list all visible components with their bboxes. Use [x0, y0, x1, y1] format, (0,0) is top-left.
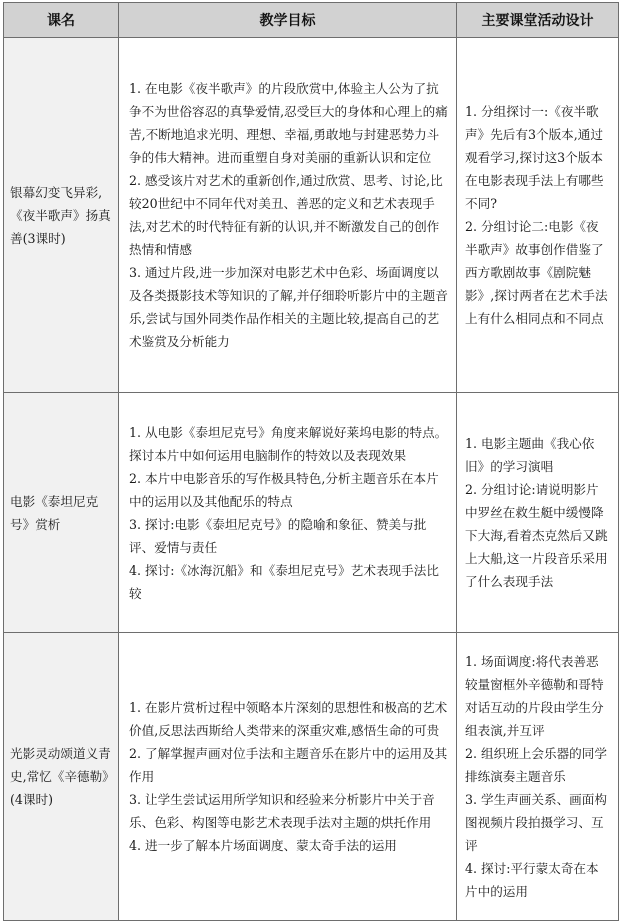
- header-activities: 主要课堂活动设计: [457, 3, 619, 38]
- teaching-goals-text: 1. 在影片赏析过程中领略本片深刻的思想性和极高的艺术价值,反思法西斯给人类带来的深重灾难,感悟生命的可贵 2. 了解掌握声画对位手法和主题音乐在影片中的运用及其作用 3. 让学生尝试运用所学知识和经验来分析影片中关于音乐、色彩、构图等电影艺术表现手法对主题的烘托作用 4. 进一步了解本片场面调度、蒙太奇手法的运用: [129, 700, 448, 853]
- class-activities-text: 1. 场面调度:将代表善恶较量窗框外辛德勒和哥特对话互动的片段由学生分组表演,并互评 2. 组织班上会乐器的同学排练演奏主题音乐 3. 学生声画关系、画面构图视频片段拍摄学习、互评 4. 探讨:平行蒙太奇在本片中的运用: [465, 654, 607, 899]
- teaching-goals-text: 1. 在电影《夜半歌声》的片段欣赏中,体验主人公为了抗争不为世俗容忍的真挚爱情,忍受巨大的身体和心理上的痛苦,不断地追求光明、理想、幸福,勇敢地与封建恶势力斗争的伟大精神。进而重塑自身对美丽的重新认识和定位 2. 感受该片对艺术的重新创作,通过欣赏、思考、讨论,比较20世纪中不同年代对美丑、善恶的定义和艺术表现手法,对艺术的时代特征有新的认识,并不断激发自己的创作热情和情感 3. 通过片段,进一步加深对电影艺术中色彩、场面调度以及各类摄影技术等知识的了解,并仔细聆听影片中的主题音乐,尝试与国外同类作品作相关的主题比较,提高自己的艺术鉴赏及分析能力: [129, 81, 448, 349]
- course-name-text: 电影《泰坦尼克号》赏析: [10, 493, 99, 532]
- class-activities-text: 1. 分组探讨一:《夜半歌声》先后有3个版本,通过观看学习,探讨这3个版本在电影表现手法上有哪些不同? 2. 分组讨论二:电影《夜半歌声》故事创作借鉴了西方歌剧故事《剧院魅影》,探讨两者在艺术手法上有什么相同点和不同点: [465, 104, 608, 326]
- course-name-text: 银幕幻变飞异彩,《夜半歌声》扬真善(3课时): [10, 184, 111, 246]
- class-activities: [457, 633, 619, 921]
- course-name: [4, 38, 119, 393]
- course-name-text: 光影灵动颂道义青史,常忆《辛德勒》(4课时): [10, 746, 111, 807]
- header-row: [4, 3, 619, 38]
- table-row: [4, 393, 619, 633]
- header-goals: 教学目标: [119, 3, 457, 38]
- teaching-goals: [119, 38, 457, 393]
- teaching-goals-text: 1. 从电影《泰坦尼克号》角度来解说好莱坞电影的特点。探讨本片中如何运用电脑制作的特效以及表现效果 2. 本片中电影音乐的写作极具特色,分析主题音乐在本片中的运用以及其他配乐的特点 3. 探讨:电影《泰坦尼克号》的隐喻和象征、赞美与批评、爱情与责任 4. 探讨:《冰海沉船》和《泰坦尼克号》艺术表现手法比较: [129, 424, 448, 601]
- header-course: 课名: [4, 3, 119, 38]
- table-row: [4, 38, 619, 393]
- course-name: [4, 633, 119, 921]
- teaching-goals: [119, 393, 457, 633]
- course-name: [4, 393, 119, 633]
- curriculum-table: [3, 2, 619, 921]
- class-activities: [457, 38, 619, 393]
- class-activities: [457, 393, 619, 633]
- table-row: [4, 633, 619, 921]
- class-activities-text: 1. 电影主题曲《我心依旧》的学习演唱 2. 分组讨论:请说明影片中罗丝在救生艇中缓慢降下大海,看着杰克然后又跳上大船,这一片段音乐采用了什么表现手法: [465, 436, 608, 589]
- teaching-goals: [119, 633, 457, 921]
